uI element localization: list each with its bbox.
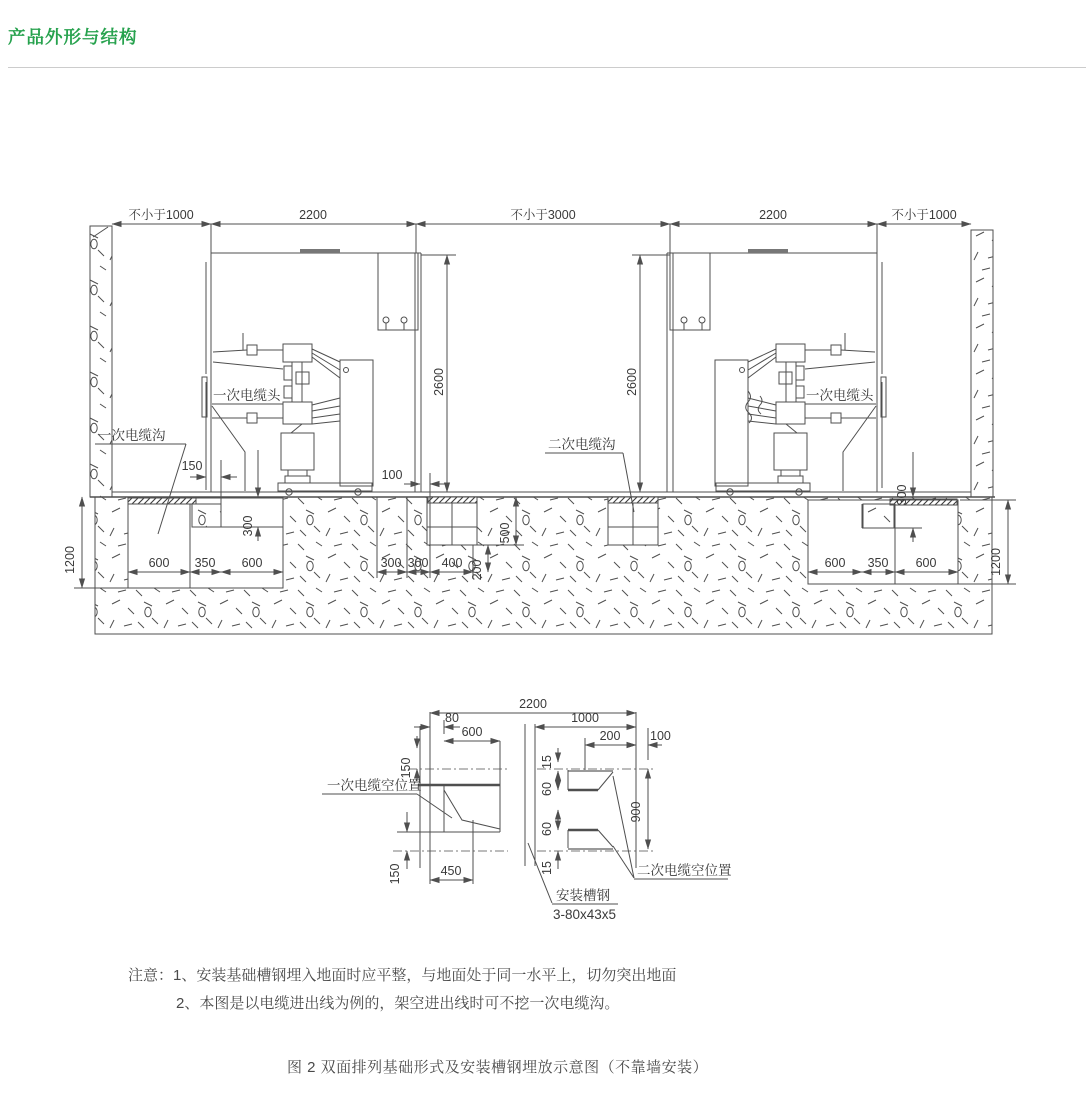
svg-text:3-80x43x5: 3-80x43x5 [553,907,617,922]
svg-text:1200: 1200 [989,548,1003,576]
secondary-cable-trench-left [427,497,477,545]
centerlines [393,769,655,851]
dim-min1000-right: 不小于1000 [891,208,957,222]
secondary-cable-pocket-lower [568,830,613,849]
right-wall [971,230,993,497]
svg-text:150: 150 [399,757,413,779]
svg-text:二次电缆空位置: 二次电缆空位置 [637,863,732,878]
svg-text:一次电缆空位置: 一次电缆空位置 [327,778,422,793]
dim-min3000: 不小于3000 [510,208,576,222]
notes-block [128,962,676,1018]
dim-2600-right [625,255,670,492]
dim-detail-60-top [540,771,558,796]
label-secondary-cable-position [613,776,732,879]
svg-text:二次电缆沟: 二次电缆沟 [548,437,616,452]
dim-detail-15-top [540,748,558,769]
svg-text:350: 350 [194,556,216,570]
svg-text:一次电缆沟: 一次电缆沟 [98,428,166,443]
svg-text:1000: 1000 [571,711,599,725]
left-wall [90,226,112,497]
dim-detail-80 [414,711,460,734]
figure-caption: 图 2 双面排列基础形式及安装槽钢埋放示意图（不靠墙安装） [287,1059,709,1076]
svg-text:450: 450 [440,864,462,878]
dim-2200-left: 2200 [299,208,327,222]
note-line-2: 2、本图是以电缆进出线为例的，架空进出线时可不挖一次电缆沟。 [176,995,620,1012]
svg-text:300: 300 [380,556,402,570]
svg-text:400: 400 [441,556,463,570]
secondary-cable-pocket-upper [568,770,613,790]
svg-text:200: 200 [470,559,484,581]
svg-text:500: 500 [498,522,512,544]
svg-text:600: 600 [915,556,937,570]
svg-text:15: 15 [540,755,554,769]
dim-chain-left-trench [128,556,283,572]
svg-text:300: 300 [895,484,909,506]
svg-text:2600: 2600 [432,368,446,396]
label-primary-cable-head-left [213,387,281,403]
dim-min1000-left: 不小于1000 [128,208,194,222]
page-title: 产品外形与结构 [8,27,138,47]
switchgear-cabinet-right [667,249,886,495]
switchgear-cabinet-left [202,249,421,495]
dim-detail-200 [585,729,636,770]
svg-text:一次电缆头: 一次电缆头 [213,388,281,403]
svg-text:600: 600 [241,556,263,570]
svg-text:安装槽钢: 安装槽钢 [556,888,610,903]
dim-detail-100 [622,729,671,745]
note-line-1: 注意：1、安装基础槽钢埋入地面时应平整，与地面处于同一水平上，切勿突出地面 [128,967,677,984]
svg-text:一次电缆头: 一次电缆头 [806,388,874,403]
svg-text:60: 60 [540,822,554,836]
dim-detail-150-bottom [388,812,407,884]
dim-detail-150-top [399,736,417,781]
dim-detail-15-bottom [540,851,558,875]
label-channel-steel [528,843,618,922]
svg-text:80: 80 [445,711,459,725]
svg-text:150: 150 [181,459,203,473]
top-dimension-row [112,208,971,253]
svg-text:600: 600 [461,725,483,739]
dim-detail-900 [629,769,648,849]
dim-detail-60-bottom [540,810,558,836]
primary-cable-trench-right [808,499,958,584]
svg-text:60: 60 [540,782,554,796]
svg-text:100: 100 [381,468,403,482]
svg-text:900: 900 [629,801,643,823]
svg-text:15: 15 [540,861,554,875]
dim-2200-right: 2200 [759,208,787,222]
dim-chain-right-trench [808,556,958,572]
dim-detail-450 [430,864,473,880]
detail-drawing [322,697,732,922]
svg-text:1200: 1200 [63,546,77,574]
svg-text:600: 600 [148,556,170,570]
svg-text:200: 200 [599,729,621,743]
svg-text:2200: 2200 [519,697,547,711]
dim-2600-left [421,255,456,492]
dim-150-gap [182,459,237,490]
svg-text:100: 100 [650,729,671,743]
label-primary-cable-position [322,777,452,818]
svg-text:150: 150 [388,863,402,885]
svg-text:600: 600 [824,556,846,570]
main-drawing [63,208,1016,634]
svg-text:300: 300 [407,556,429,570]
svg-text:300: 300 [241,515,255,537]
svg-text:350: 350 [867,556,889,570]
svg-text:2600: 2600 [625,368,639,396]
dim-detail-2200 [430,697,636,713]
label-primary-cable-head-right [806,387,874,403]
